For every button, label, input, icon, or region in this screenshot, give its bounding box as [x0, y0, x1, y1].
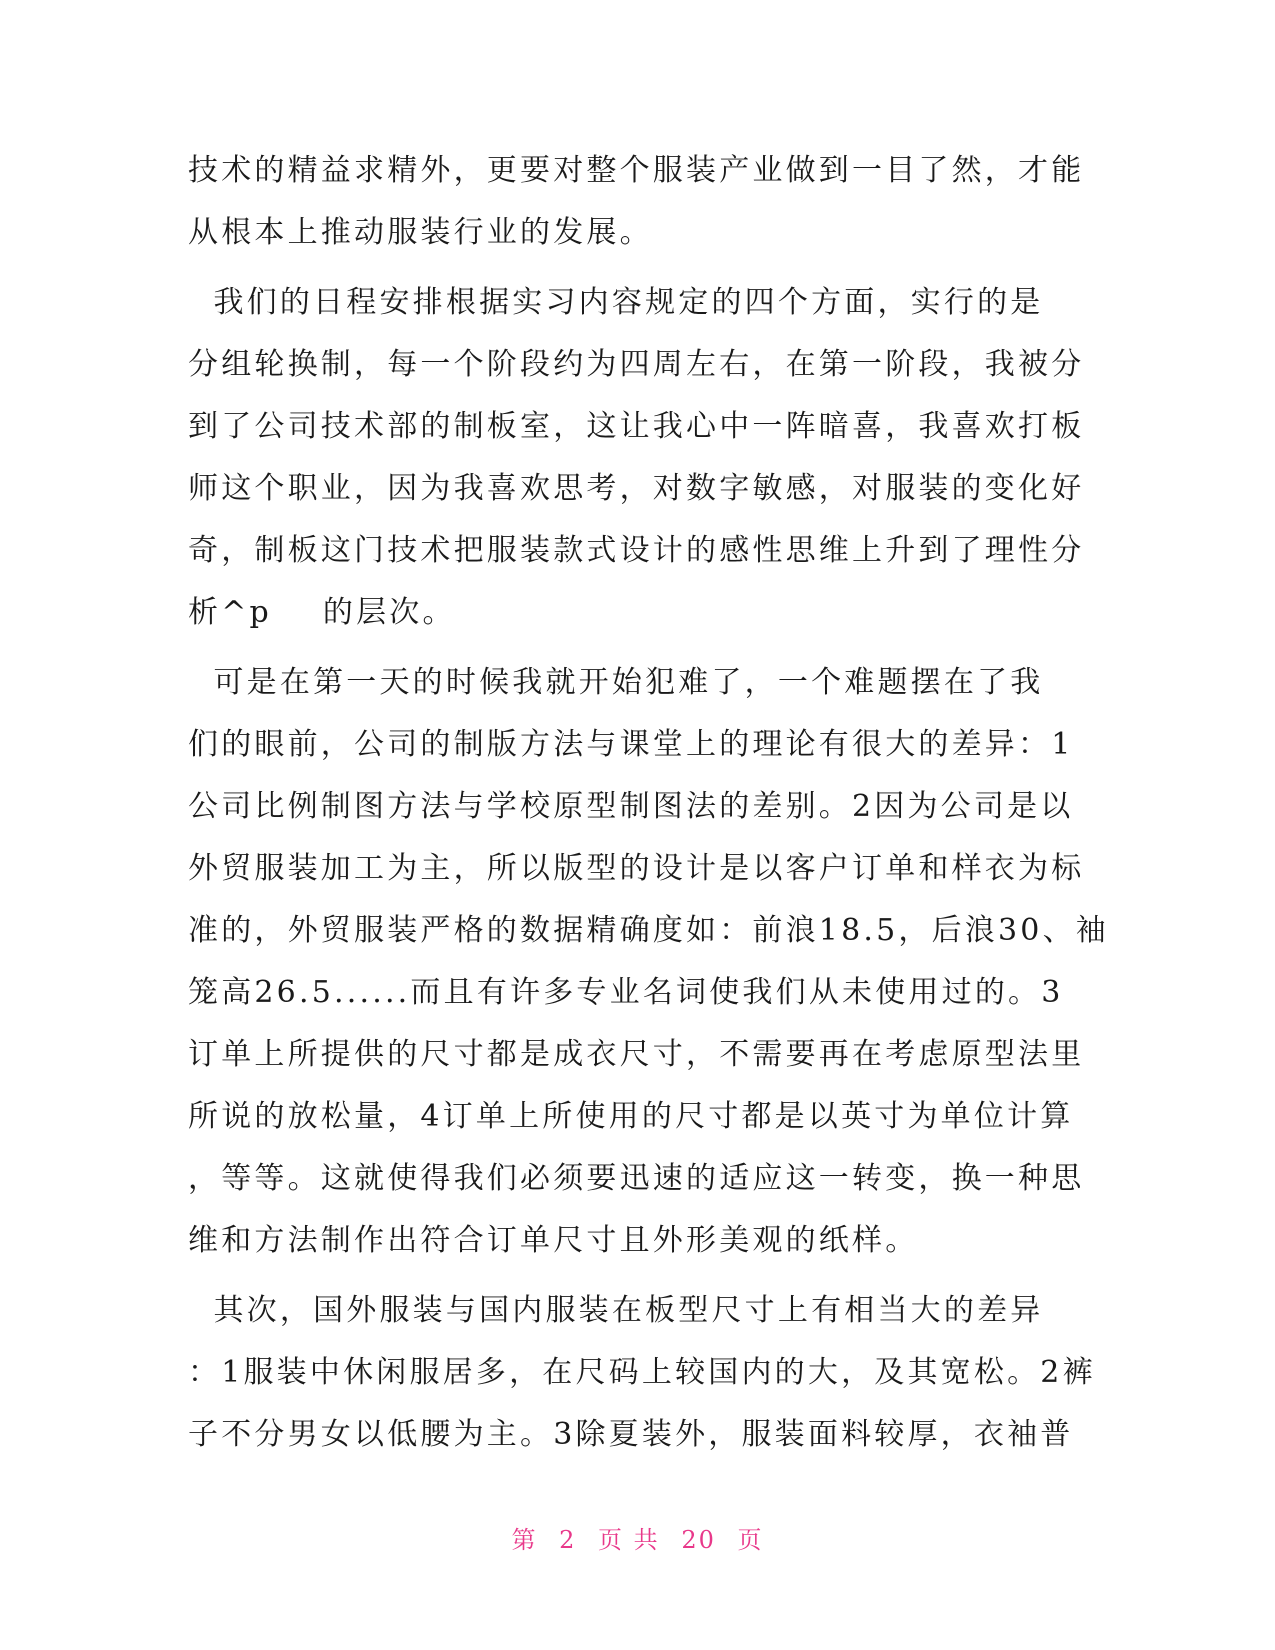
footer-total-pages: 20	[681, 1526, 716, 1554]
text-line: 奇，制板这门技术把服装款式设计的感性思维上升到了理性分	[188, 533, 1085, 568]
footer-middle: 页 共	[598, 1526, 660, 1554]
text-line: 可是在第一天的时候我就开始犯难了，一个难题摆在了我	[188, 665, 1044, 700]
paragraph-gap	[188, 644, 1068, 652]
document-body	[188, 140, 1109, 1466]
text-line: 公司比例制图方法与学校原型制图法的差别。2因为公司是以	[188, 789, 1074, 824]
text-line: 笼高26.5......而且有许多专业名词使我们从未使用过的。3	[188, 975, 1064, 1010]
text-line: 们的眼前，公司的制版方法与课堂上的理论有很大的差异：1	[188, 727, 1074, 762]
text-line: 子不分男女以低腰为主。3除夏装外，服装面料较厚，衣袖普	[188, 1417, 1074, 1452]
text-line: 所说的放松量，4订单上所使用的尺寸都是以英寸为单位计算	[188, 1099, 1074, 1134]
paragraph-gap	[188, 1272, 1068, 1280]
text-line: 从根本上推动服装行业的发展。	[188, 215, 653, 250]
footer-page-number: 2	[559, 1526, 577, 1554]
text-line: 师这个职业，因为我喜欢思考，对数字敏感，对服装的变化好	[188, 471, 1085, 506]
footer-prefix: 第	[511, 1526, 538, 1554]
text-line: ，等等。这就使得我们必须要迅速的适应这一转变，换一种思	[188, 1161, 1085, 1196]
text-line: 订单上所提供的尺寸都是成衣尺寸，不需要再在考虑原型法里	[188, 1037, 1085, 1072]
page-footer	[0, 1520, 1275, 1555]
text-line: 准的，外贸服装严格的数据精确度如：前浪18.5，后浪30、袖	[188, 913, 1109, 948]
text-line: 到了公司技术部的制板室，这让我心中一阵暗喜，我喜欢打板	[188, 409, 1085, 444]
text-line: ：1服装中休闲服居多，在尺码上较国内的大，及其宽松。2裤	[188, 1355, 1096, 1390]
text-line: 外贸服装加工为主，所以版型的设计是以客户订单和样衣为标	[188, 851, 1085, 886]
text-line: 其次，国外服装与国内服装在板型尺寸上有相当大的差异	[188, 1293, 1044, 1328]
text-line: 分组轮换制，每一个阶段约为四周左右，在第一阶段，我被分	[188, 347, 1085, 382]
paragraph-gap	[188, 264, 1068, 272]
footer-suffix: 页	[737, 1526, 764, 1554]
text-line: 我们的日程安排根据实习内容规定的四个方面，实行的是	[188, 285, 1044, 320]
text-line: 技术的精益求精外，更要对整个服装产业做到一目了然，才能	[188, 153, 1085, 188]
text-line: 析^p 的层次。	[188, 595, 456, 630]
text-line: 维和方法制作出符合订单尺寸且外形美观的纸样。	[188, 1223, 919, 1258]
